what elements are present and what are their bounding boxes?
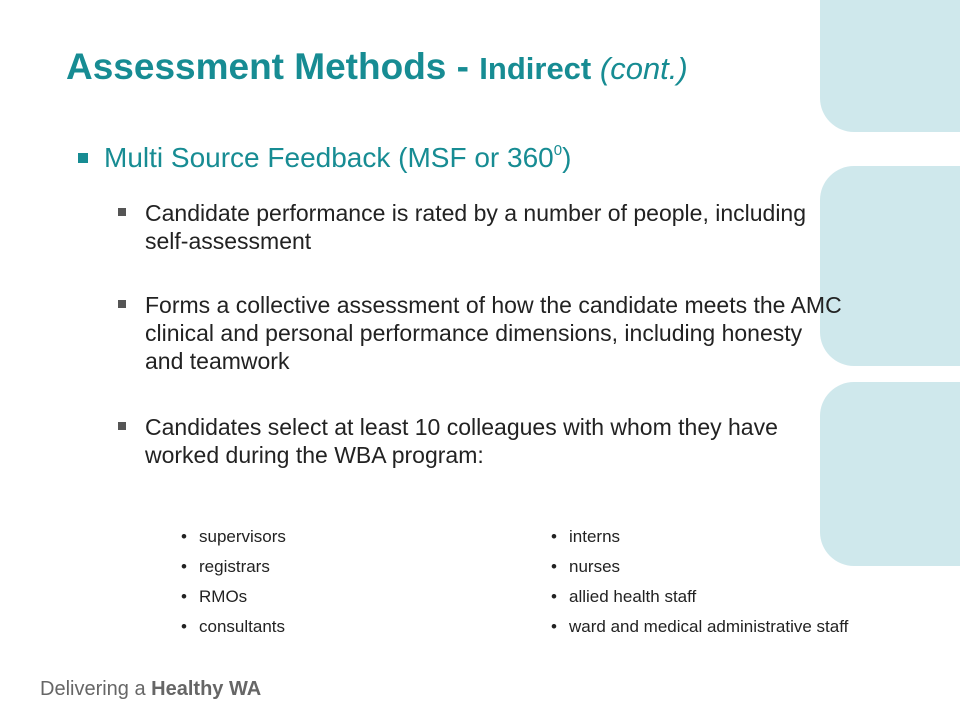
list-item-text: supervisors bbox=[199, 527, 286, 546]
title-cont: (cont.) bbox=[599, 51, 688, 86]
slide-title bbox=[66, 46, 688, 88]
bullet-text: Candidate performance is rated by a number of people, including self-assessment bbox=[145, 200, 807, 254]
dot-bullet-icon: • bbox=[551, 557, 557, 576]
list-item-text: interns bbox=[569, 527, 621, 546]
square-bullet-icon bbox=[118, 208, 126, 216]
footer-prefix: Delivering a bbox=[40, 678, 152, 700]
colleague-list-left bbox=[181, 522, 286, 642]
list-item bbox=[181, 612, 286, 642]
title-sub: Indirect bbox=[479, 51, 600, 86]
colleague-list-right bbox=[551, 522, 848, 642]
bullet-text: Forms a collective assessment of how the candidate meets the AMC clinical and personal performance dimensions, including honesty and teamwork bbox=[145, 292, 842, 374]
list-item-text: registrars bbox=[199, 557, 270, 576]
list-item bbox=[551, 522, 848, 552]
heading-superscript: 0 bbox=[553, 141, 563, 159]
dot-bullet-icon: • bbox=[181, 527, 187, 546]
footer-emphasis: Healthy WA bbox=[151, 678, 262, 700]
list-item bbox=[551, 612, 848, 642]
dot-bullet-icon: • bbox=[551, 587, 557, 606]
heading-close: ) bbox=[562, 142, 572, 173]
decorative-panel-top bbox=[820, 0, 960, 132]
title-main: Assessment Methods - bbox=[66, 46, 480, 87]
list-item-text: nurses bbox=[569, 557, 621, 576]
list-item bbox=[551, 552, 848, 582]
list-item-text: consultants bbox=[199, 617, 285, 636]
dot-bullet-icon: • bbox=[181, 587, 187, 606]
dot-bullet-icon: • bbox=[551, 527, 557, 546]
square-bullet-icon bbox=[78, 153, 88, 163]
list-item bbox=[551, 582, 848, 612]
list-item bbox=[181, 522, 286, 552]
bullet-text: Candidates select at least 10 colleagues with whom they have worked during the WBA program: bbox=[145, 414, 778, 468]
list-item bbox=[181, 552, 286, 582]
dot-bullet-icon: • bbox=[181, 557, 187, 576]
heading-text: Multi Source Feedback (MSF or 360 bbox=[104, 142, 554, 173]
square-bullet-icon bbox=[118, 300, 126, 308]
list-item-text: allied health staff bbox=[569, 587, 697, 606]
list-item-text: RMOs bbox=[199, 587, 248, 606]
heading-msf bbox=[78, 142, 571, 174]
footer-branding bbox=[40, 678, 261, 701]
list-item bbox=[181, 582, 286, 612]
square-bullet-icon bbox=[118, 422, 126, 430]
dot-bullet-icon: • bbox=[551, 617, 557, 636]
list-item-text: ward and medical administrative staff bbox=[569, 617, 849, 636]
dot-bullet-icon: • bbox=[181, 617, 187, 636]
